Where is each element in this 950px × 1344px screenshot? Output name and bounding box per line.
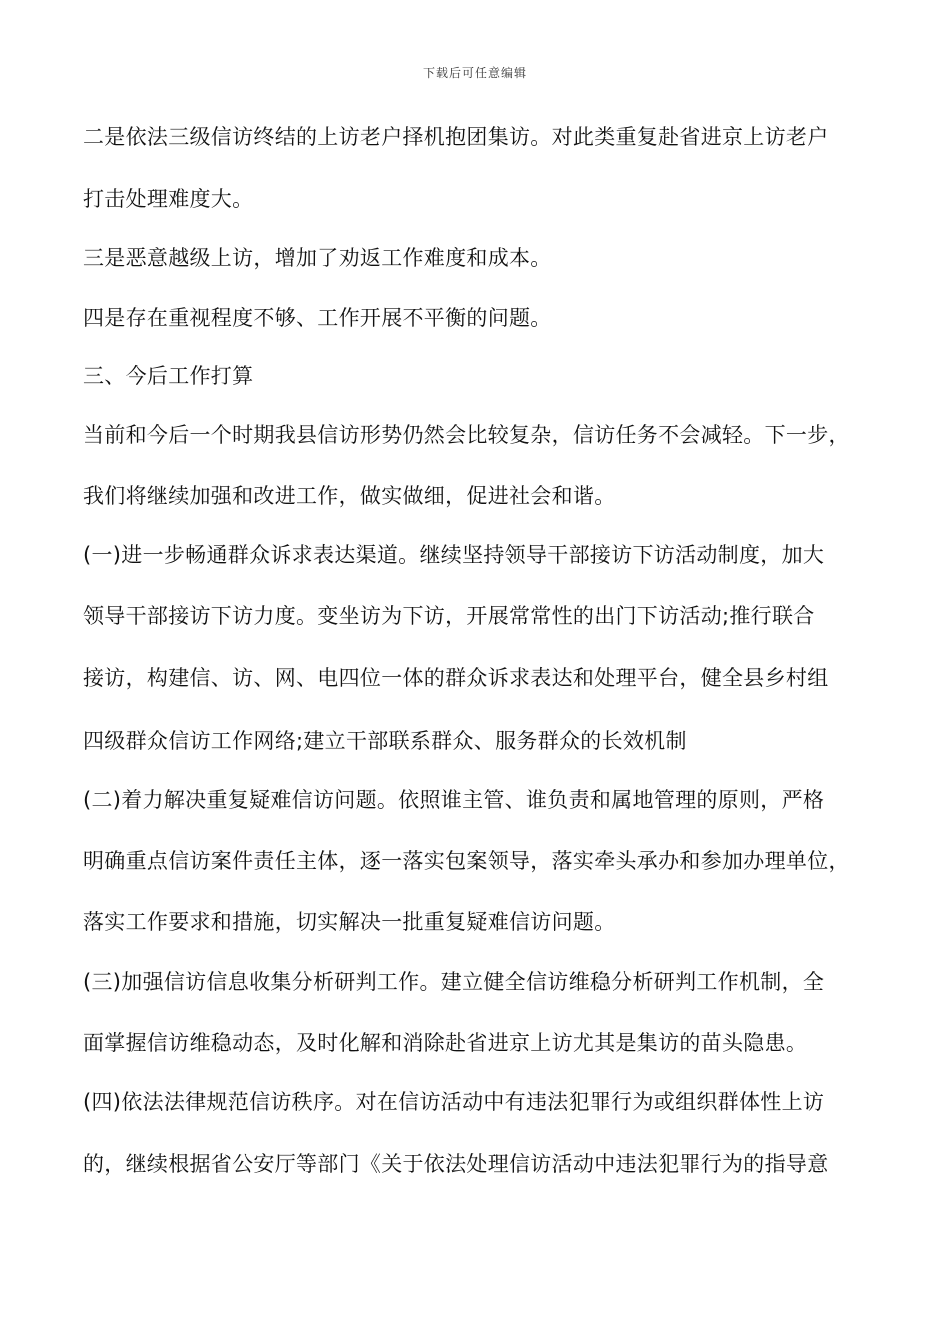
text-line: 二是依法三级信访终结的上访老户择机抱团集访。对此类重复赴省进京上访老户 — [83, 125, 829, 149]
page-header: 下载后可任意编辑 — [422, 66, 527, 80]
text-line: (一)进一步畅通群众诉求表达渠道。继续坚持领导干部接访下访活动制度，加大 — [83, 543, 825, 567]
text-line: (四)依法法律规范信访秩序。对在信访活动中有违法犯罪行为或组织群体性上访 — [83, 1090, 825, 1114]
text-line: 面掌握信访维稳动态，及时化解和消除赴省进京上访尤其是集访的苗头隐患。 — [83, 1031, 808, 1055]
text-line: 四是存在重视程度不够、工作开展不平衡的问题。 — [83, 306, 552, 330]
text-line: 明确重点信访案件责任主体，逐一落实包案领导，落实牵头承办和参加办理单位， — [83, 849, 850, 873]
section-heading: 三、今后工作打算 — [83, 364, 254, 388]
text-line: 落实工作要求和措施，切实解决一批重复疑难信访问题。 — [83, 910, 616, 934]
text-line: 三是恶意越级上访，增加了劝返工作难度和成本。 — [83, 246, 552, 270]
text-line: 我们将继续加强和改进工作，做实做细，促进社会和谐。 — [83, 484, 616, 508]
text-line: 接访，构建信、访、网、电四位一体的群众诉求表达和处理平台，健全县乡村组 — [83, 666, 829, 690]
text-line: 的，继续根据省公安厅等部门《关于依法处理信访活动中违法犯罪行为的指导意 — [83, 1152, 829, 1176]
text-line: 领导干部接访下访力度。变坐访为下访，开展常常性的出门下访活动;推行联合 — [83, 604, 815, 628]
text-line: 四级群众信访工作网络;建立干部联系群众、服务群众的长效机制 — [83, 729, 687, 753]
text-line: (三)加强信访信息收集分析研判工作。建立健全信访维稳分析研判工作机制，全 — [83, 970, 825, 994]
text-line: (二)着力解决重复疑难信访问题。依照谁主管、谁负责和属地管理的原则，严格 — [83, 788, 825, 812]
text-line: 打击处理难度大。 — [83, 187, 254, 211]
text-line: 当前和今后一个时期我县信访形势仍然会比较复杂，信访任务不会减轻。下一步， — [83, 423, 850, 447]
